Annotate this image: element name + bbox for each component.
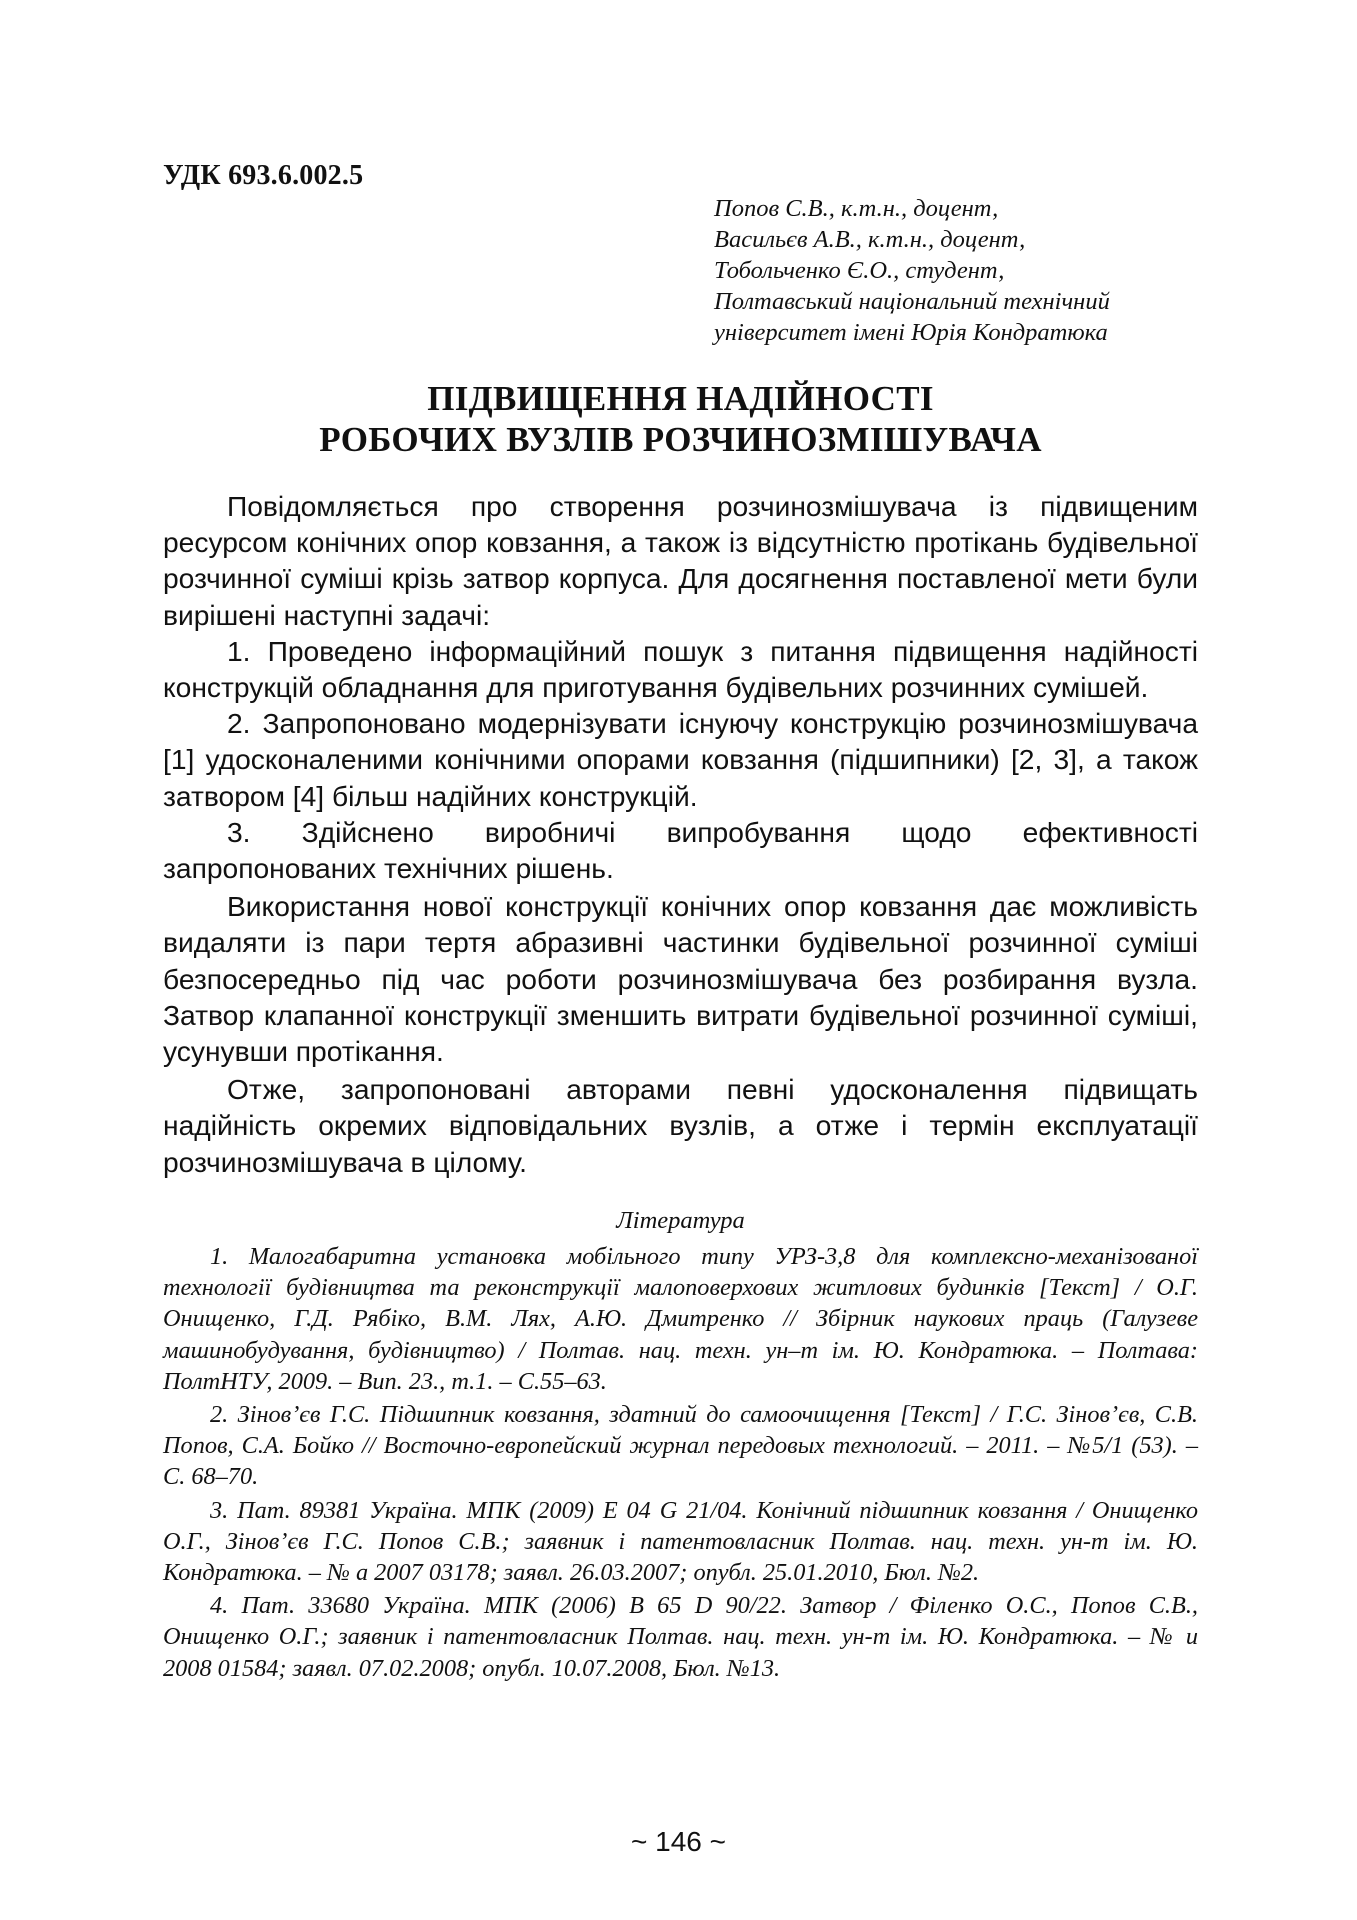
reference-item: 2. Зінов’єв Г.С. Підшипник ковзання, здатний до самоочищення [Текст] / Г.С. Зінов’єв, С.В. Попов, С.А. Бойко // Восточно-европейский журнал передовых технологий. – 2011. – №5/1 (53). – С. 68–70. bbox=[163, 1401, 1198, 1491]
title-line-1: ПІДВИЩЕННЯ НАДІЙНОСТІ bbox=[427, 379, 934, 418]
title-line-2: РОБОЧИХ ВУЗЛІВ РОЗЧИНОЗМІШУВАЧА bbox=[319, 420, 1042, 459]
paragraph-conclusion: Отже, запропоновані авторами певні удосконалення підвищать надійність окремих відповідальних вузлів, а отже і термін експлуатації розчинозмішувача в цілому. bbox=[163, 1073, 1198, 1178]
paragraph-task-1: 1. Проведено інформаційний пошук з питання підвищення надійності конструкцій обладнання для приготування будівельних розчинних сумішей. bbox=[163, 634, 1198, 704]
author-line: Васильєв А.В., к.т.н., доцент, bbox=[714, 226, 1026, 253]
paragraph-intro: Повідомляється про створення розчинозмішувача із підвищеним ресурсом конічних опор ковзання, а також із відсутністю протікань будівельної розчинної суміші крізь затвор корпуса. Для досягнення поставленої мети були вирішені наступні задачі: bbox=[163, 490, 1198, 631]
author-line: Тобольченко Є.О., студент, bbox=[714, 257, 1005, 284]
paragraph-task-3: 3. Здійснено виробничі випробування щодо ефективності запропонованих технічних рішень. bbox=[163, 815, 1198, 885]
page-number: ~ 146 ~ bbox=[631, 1826, 726, 1857]
affiliation-line: університет імені Юрія Кондратюка bbox=[714, 319, 1108, 346]
affiliation-line: Полтавський національний технічний bbox=[714, 288, 1110, 315]
reference-item: 3. Пат. 89381 Україна. МПК (2009) E 04 G 21/04. Конічний підшипник ковзання / Онищенко О.Г., Зінов’єв Г.С. Попов С.В.; заявник і патентовласник Полтав. нац. техн. ун-т ім. Ю. Кондратюка. – № а 2007 03178; заявл. 26.03.2007; опубл. 25.01.2010, Бюл. №2. bbox=[163, 1496, 1198, 1587]
author-block bbox=[714, 193, 1234, 348]
literature-heading: Література bbox=[616, 1207, 745, 1234]
udc-code: УДК 693.6.002.5 bbox=[163, 160, 364, 191]
author-line: Попов С.В., к.т.н., доцент, bbox=[714, 195, 999, 222]
reference-item: 4. Пат. 33680 Україна. МПК (2006) B 65 D 90/22. Затвор / Філенко О.С., Попов С.В., Онищенко О.Г.; заявник і патентовласник Полтав. нац. техн. ун-т ім. Ю. Кондратюка. – № u 2008 01584; заявл. 07.02.2008; опубл. 10.07.2008, Бюл. №13. bbox=[163, 1592, 1198, 1682]
reference-item: 1. Малогабаритна установка мобільного типу УРЗ-3,8 для комплексно-механізованої технології будівництва та реконструкції малоповерхових житлових будинків [Текст] / О.Г. Онищенко, Г.Д. Рябіко, В.М. Лях, А.Ю. Дмитренко // Збірник наукових праць (Галузеве машинобудування, будівництво) / Полтав. нац. техн. ун–т ім. Ю. Кондратюка. – Полтава: ПолтНТУ, 2009. – Вип. 23., т.1. – С.55–63. bbox=[163, 1243, 1198, 1395]
reference-list bbox=[163, 1241, 1198, 1686]
paper-title bbox=[163, 378, 1198, 460]
body-text bbox=[163, 488, 1198, 1180]
paragraph-task-2: 2. Запропоновано модернізувати існуючу конструкцію розчинозмішувача [1] удосконаленими конічними опорами ковзання (підшипники) [2, 3], а також затвором [4] більш надійних конструкцій. bbox=[163, 707, 1198, 812]
paragraph-usage: Використання нової конструкції конічних опор ковзання дає можливість видаляти із пари тертя абразивні частинки будівельної розчинної суміші безпосередньо під час роботи розчинозмішувача без розбирання вузла. Затвор клапанної конструкції зменшить витрати будівельної розчинної суміші, усунувши протікання. bbox=[163, 890, 1198, 1068]
